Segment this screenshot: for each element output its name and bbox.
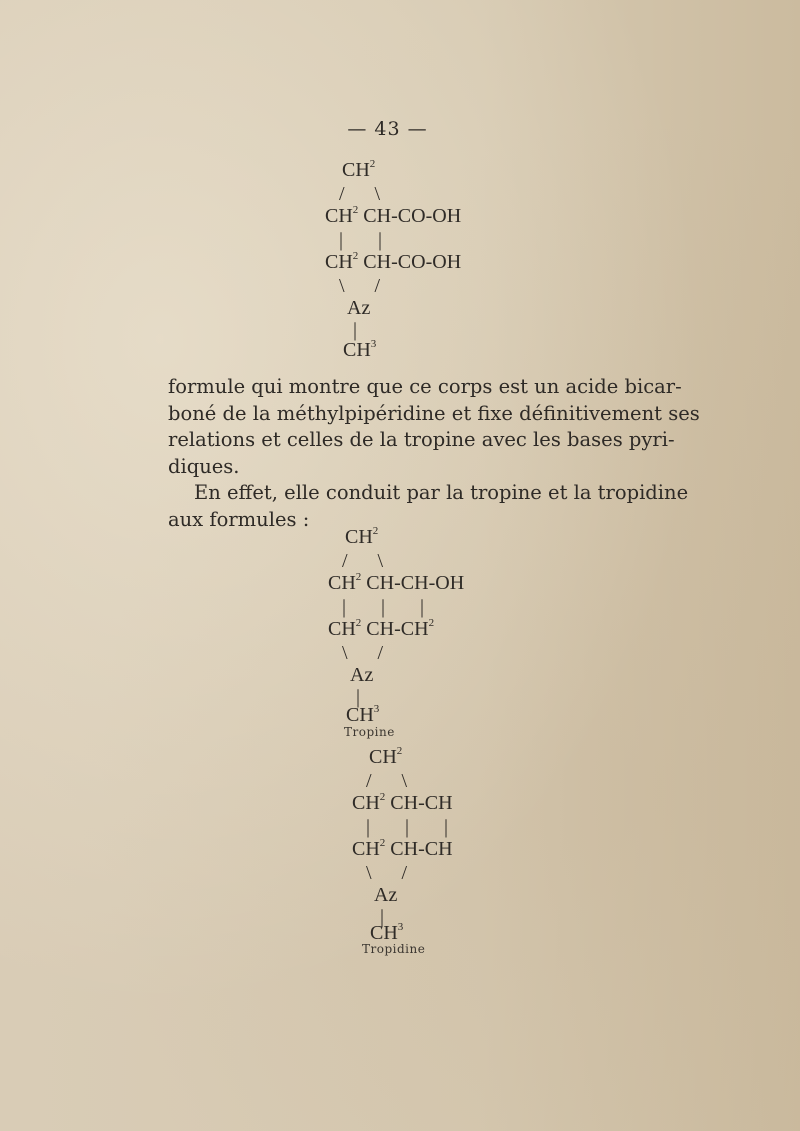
formula-line: $CH^2$: [345, 525, 379, 548]
structural-formula-1: [325, 160, 495, 360]
formula-line: $CH^3$: [346, 703, 380, 726]
formula-line: $CH^2$: [342, 158, 376, 181]
formula-line: \ /: [339, 275, 381, 297]
formula-line: |: [380, 906, 385, 928]
formula-line: | | |: [366, 816, 449, 838]
text-line: boné de la méthylpipéridine et fixe définitivement ses: [168, 401, 700, 425]
text-line: relations et celles de la tropine avec les bases pyri-: [168, 428, 675, 451]
structural-formula-tropine: [328, 527, 498, 742]
formula-line: Az: [347, 297, 371, 319]
text-line: formule qui montre que ce corps est un acide bicar-: [168, 375, 682, 398]
formula-line: \ /: [366, 862, 408, 884]
formula-line: \ /: [342, 642, 384, 664]
formula-line: $CH^2$ CH-CH-OH: [328, 571, 465, 594]
formula-line: $CH^2$ CH-CH: [352, 837, 453, 860]
text-line: aux formules :: [168, 507, 310, 531]
text-line: diques.: [168, 454, 240, 478]
caption-tropidine: Tropidine: [362, 942, 426, 956]
formula-line: | |: [339, 229, 383, 251]
formula-line: Az: [350, 664, 374, 686]
formula-line: $CH^2$: [369, 745, 403, 768]
formula-line: $CH^2$ CH-CO-OH: [325, 204, 462, 227]
formula-line: / \: [339, 183, 381, 205]
paragraph-2: [168, 480, 689, 533]
text-line: En effet, elle conduit par la tropine et la tropidine: [194, 481, 689, 504]
paragraph-1: [168, 374, 700, 480]
formula-line: $CH^2$ CH-CO-OH: [325, 250, 462, 273]
formula-line: $CH^2$ CH-CH: [352, 791, 453, 814]
formula-line: $CH^3$: [343, 338, 377, 361]
caption-tropine: Tropine: [344, 725, 395, 739]
formula-line: / \: [366, 770, 408, 792]
formula-line: $CH^3$: [370, 921, 404, 944]
formula-line: |: [356, 686, 361, 708]
formula-line: $CH^2$ $CH-CH^2$: [328, 617, 435, 640]
formula-line: | | |: [342, 596, 425, 618]
formula-line: / \: [342, 550, 384, 572]
formula-line: |: [353, 319, 358, 341]
structural-formula-tropidine: [352, 747, 502, 947]
formula-line: Az: [374, 884, 398, 906]
page-number: — 43 —: [347, 118, 428, 140]
